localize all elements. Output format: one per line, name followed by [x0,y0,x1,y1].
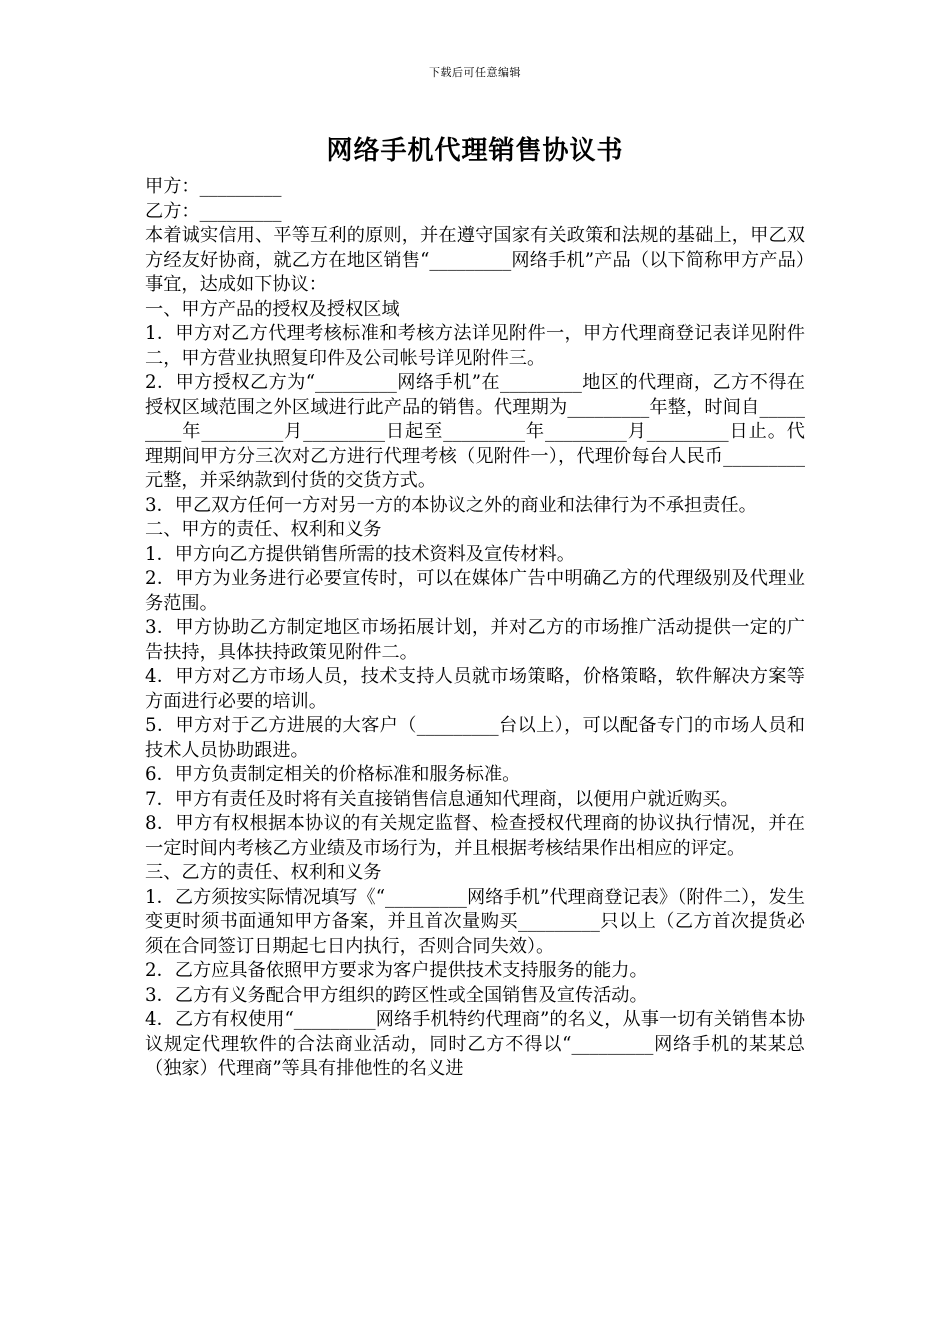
clause-2-5: 5．甲方对于乙方进展的大客户（_________台以上），可以配备专门的市场人员和技术人员协助跟进。 [145,715,805,761]
preamble-paragraph: 本着诚实信用、平等互利的原则，并在遵守国家有关政策和法规的基础上，甲乙双方经友好协商，就乙方在地区销售“_________网络手机”产品（以下简称甲方产品）事宜，达成如下协议： [145,225,805,295]
clause-3-2: 2．乙方应具备依照甲方要求为客户提供技术支持服务的能力。 [145,960,648,981]
clause-3-1: 1．乙方须按实际情况填写《“_________网络手机”代理商登记表》（附件二），发生变更时须书面通知甲方备案，并且首次量购买_________只以上（乙方首次提货必须在合同签订日期起七日内执行，否则合同失效）。 [145,886,805,957]
clause-2-3: 3．甲方协助乙方制定地区市场拓展计划，并对乙方的市场推广活动提供一定的广告扶持，具体扶持政策见附件二。 [145,617,805,663]
section-heading-1: 一、甲方产品的授权及授权区域 [145,298,400,320]
clause-1-1: 1．甲方对乙方代理考核标准和考核方法详见附件一，甲方代理商登记表详见附件二，甲方营业执照复印件及公司帐号详见附件三。 [145,323,805,369]
section-heading-2: 二、甲方的责任、权利和义务 [145,519,382,540]
clause-2-7: 7．甲方有责任及时将有关直接销售信息通知代理商，以便用户就近购买。 [145,788,739,810]
party-a-line: 甲方：_________ [145,176,282,197]
clause-3-4: 4．乙方有权使用“_________网络手机特约代理商”的名义，从事一切有关销售本协议规定代理软件的合法商业活动，同时乙方不得以“_________网络手机的某某总（独家）代理商”等具有排他性的名义进 [145,1009,805,1079]
party-b-line: 乙方：_________ [145,200,282,222]
clause-1-2: 2．甲方授权乙方为“_________网络手机”在_________地区的代理商，乙方不得在授权区域范围之外区域进行此产品的销售。代理期为_________年整，时间自_________年_________月_________日起至_________年_________月_________日止。代理期间甲方分三次对乙方进行代理考核（见附件一），代理价每台人民币_________元整，并采纳款到付货的交货方式。 [145,372,805,491]
clause-1-3: 3．甲乙双方任何一方对另一方的本协议之外的商业和法律行为不承担责任。 [145,494,757,516]
clause-2-4: 4．甲方对乙方市场人员，技术支持人员就市场策略，价格策略，软件解决方案等方面进行必要的培训。 [145,666,805,712]
clause-2-1: 1．甲方向乙方提供销售所需的技术资料及宣传材料。 [145,543,575,565]
document-title: 网络手机代理销售协议书 [326,136,624,166]
clause-2-6: 6．甲方负责制定相关的价格标准和服务标准。 [145,764,521,785]
document-body [145,175,805,1082]
clause-3-3: 3．乙方有义务配合甲方组织的跨区性或全国销售及宣传活动。 [145,984,648,1006]
clause-2-8: 8．甲方有权根据本协议的有关规定监督、检查授权代理商的协议执行情况，并在一定时间内考核乙方业绩及市场行为，并且根据考核结果作出相应的评定。 [145,813,805,859]
clause-2-2: 2．甲方为业务进行必要宣传时，可以在媒体广告中明确乙方的代理级别及代理业务范围。 [145,568,805,614]
section-heading-3: 三、乙方的责任、权利和义务 [145,862,382,883]
header-note: 下载后可任意编辑 [429,66,521,79]
